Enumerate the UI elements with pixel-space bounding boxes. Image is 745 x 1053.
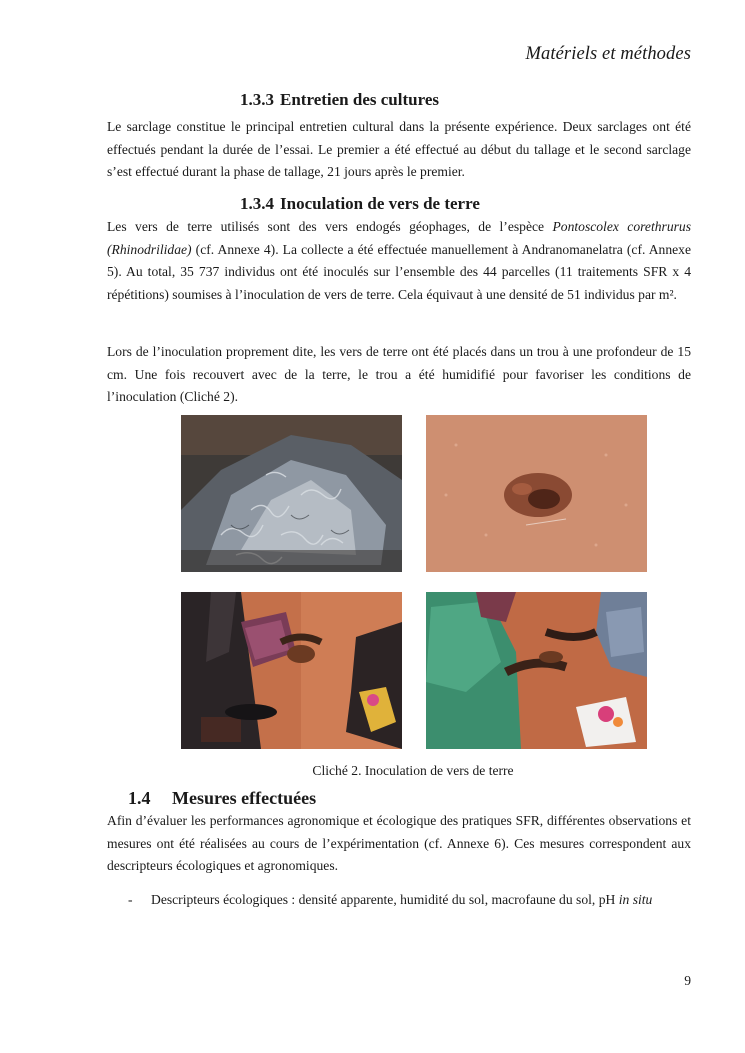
paragraph-inoculation-1 bbox=[107, 216, 691, 306]
paragraph-inoculation-2: Lors de l’inoculation proprement dite, les vers de terre ont été placés dans un trou à une profondeur de 15 cm. Une fois recouvert avec de la terre, le trou a été humidifié pour favoriser les conditions de l’inoculation (Cliché 2). bbox=[107, 344, 691, 405]
section-title: Mesures effectuées bbox=[172, 788, 317, 808]
section-heading-1-3-4 bbox=[240, 194, 480, 214]
bullet-item-descripteurs bbox=[151, 889, 691, 912]
text-run: Descripteurs écologiques : densité apparente, humidité du sol, macrofaune du sol, pH bbox=[151, 892, 619, 907]
section-heading-1-4 bbox=[128, 788, 316, 809]
running-head: Matériels et méthodes bbox=[525, 44, 691, 64]
paragraph-entretien: Le sarclage constitue le principal entretien cultural dans la présente expérience. Deux sarclages ont été effectués pendant la durée de l’essai. Le premier a été effectué au début du tallage et le second sarclage s’est effectué durant la phase de tallage, 21 jours après le premier. bbox=[107, 119, 691, 180]
section-number: 1.3.3 bbox=[240, 90, 274, 109]
text-run: Les vers de terre utilisés sont des vers endogés géophages, de l’espèce bbox=[107, 219, 553, 234]
bullet-marker: - bbox=[128, 892, 133, 907]
section-title: Entretien des cultures bbox=[280, 90, 439, 109]
photo-inoculation-hands-1 bbox=[181, 592, 402, 749]
section-title: Inoculation de vers de terre bbox=[280, 194, 480, 213]
photo-hole-in-soil bbox=[426, 415, 647, 572]
photo-worm-pile bbox=[181, 415, 402, 572]
section-number: 1.4 bbox=[128, 788, 151, 808]
text-run: (cf. Annexe 4). La collecte a été effectuée manuellement à Andranomanelatra (cf. Annexe 5). Au total, 35 737 individus ont été inoculés sur l’ensemble des 44 parcelles (11 traitements SFR x 4 répétitions) soumises à l’inoculation de vers de terre. Cela équivaut à une densité de 51 individus par m². bbox=[107, 241, 691, 302]
page-number: 9 bbox=[684, 973, 691, 988]
species-name: Pontoscolex corethrurus (Rhinodrilidae) bbox=[107, 219, 691, 257]
italic-term: in situ bbox=[618, 892, 653, 907]
section-heading-1-3-3 bbox=[240, 90, 439, 110]
photo-inoculation-hands-2 bbox=[426, 592, 647, 749]
figure-caption: Cliché 2. Inoculation de vers de terre bbox=[312, 763, 514, 778]
section-number: 1.3.4 bbox=[240, 194, 274, 213]
paragraph-mesures: Afin d’évaluer les performances agronomique et écologique des pratiques SFR, différentes observations et mesures ont été réalisées au cours de l’expérimentation (cf. Annexe 6). Ces mesures correspondent aux descripteurs écologiques et agronomiques. bbox=[107, 813, 691, 874]
